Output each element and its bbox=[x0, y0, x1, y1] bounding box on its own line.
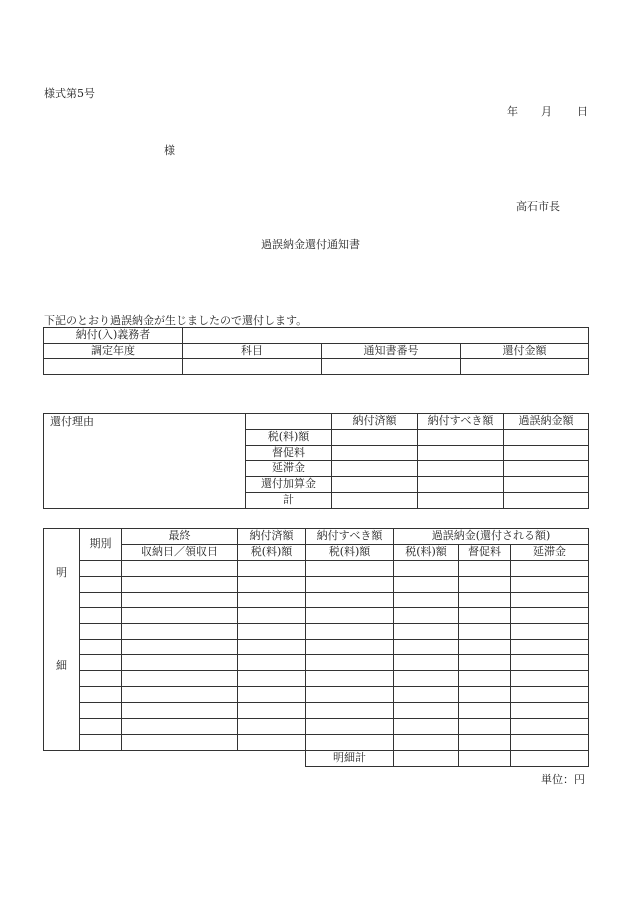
header-paid-1: 納付済額 bbox=[238, 529, 306, 545]
row-total: 計 bbox=[246, 493, 332, 509]
header-paid-2: 税(料)額 bbox=[238, 545, 306, 561]
cell-empty bbox=[246, 414, 332, 430]
header-overpay: 過誤納金(還付される額) bbox=[394, 529, 589, 545]
detail-table bbox=[43, 528, 589, 767]
cell-empty bbox=[44, 359, 183, 375]
side-bottom-char: 細 bbox=[56, 658, 67, 672]
detail-total-label: 明細計 bbox=[306, 751, 394, 767]
detail-total-dunning bbox=[459, 751, 511, 767]
header-fiscal-year: 調定年度 bbox=[44, 344, 183, 359]
header-final-1: 最終 bbox=[122, 529, 238, 545]
header-over-late: 延滞金 bbox=[511, 545, 589, 561]
date-month: 月 bbox=[541, 105, 552, 118]
form-number: 様式第5号 bbox=[44, 87, 95, 100]
row-dunning: 督促料 bbox=[246, 446, 332, 461]
table-row bbox=[44, 577, 589, 593]
header-subject: 科目 bbox=[183, 344, 322, 359]
date-day: 日 bbox=[577, 105, 588, 118]
intro-text: 下記のとおり過誤納金が生じましたので還付します。 bbox=[44, 314, 308, 327]
header-final-2: 収納日／領収日 bbox=[122, 545, 238, 561]
header-due: 納付すべき額 bbox=[418, 414, 504, 430]
header-due-1: 納付すべき額 bbox=[306, 529, 394, 545]
refund-reason-table bbox=[43, 413, 589, 509]
table-row bbox=[44, 703, 589, 719]
header-notice-number: 通知書番号 bbox=[322, 344, 461, 359]
payer-table bbox=[43, 327, 589, 375]
row-refund-addition: 還付加算金 bbox=[246, 477, 332, 493]
header-refund-amount: 還付金額 bbox=[461, 344, 589, 359]
header-overpaid: 過誤納金額 bbox=[504, 414, 589, 430]
addressee-suffix: 様 bbox=[164, 144, 175, 157]
unit-label: 単位：円 bbox=[541, 773, 585, 786]
document-title: 過誤納金還付通知書 bbox=[261, 238, 360, 251]
header-paid: 納付済額 bbox=[332, 414, 418, 430]
header-over-tax: 税(料)額 bbox=[394, 545, 459, 561]
header-over-dunning: 督促料 bbox=[459, 545, 511, 561]
table-row bbox=[44, 624, 589, 640]
table-row bbox=[44, 640, 589, 655]
payer-value bbox=[183, 328, 589, 344]
detail-side-label bbox=[44, 529, 80, 751]
cell-empty bbox=[322, 359, 461, 375]
table-row bbox=[44, 655, 589, 671]
detail-total-tax bbox=[394, 751, 459, 767]
header-due-2: 税(料)額 bbox=[306, 545, 394, 561]
date-year: 年 bbox=[507, 105, 518, 118]
reason-label: 還付理由 bbox=[44, 414, 246, 509]
cell-empty bbox=[183, 359, 322, 375]
table-row bbox=[44, 671, 589, 687]
row-tax: 税(料)額 bbox=[246, 430, 332, 446]
table-row bbox=[44, 593, 589, 608]
detail-total-late bbox=[511, 751, 589, 767]
table-row bbox=[44, 687, 589, 703]
table-row bbox=[44, 735, 589, 751]
side-top-char: 明 bbox=[56, 566, 67, 580]
issuer-name: 高石市長 bbox=[516, 200, 560, 213]
table-row bbox=[44, 608, 589, 624]
cell-empty bbox=[461, 359, 589, 375]
table-row bbox=[44, 719, 589, 735]
header-period: 期別 bbox=[80, 529, 122, 561]
payer-label: 納付(入)義務者 bbox=[44, 328, 183, 344]
table-row bbox=[44, 561, 589, 577]
row-late-fee: 延滞金 bbox=[246, 461, 332, 477]
